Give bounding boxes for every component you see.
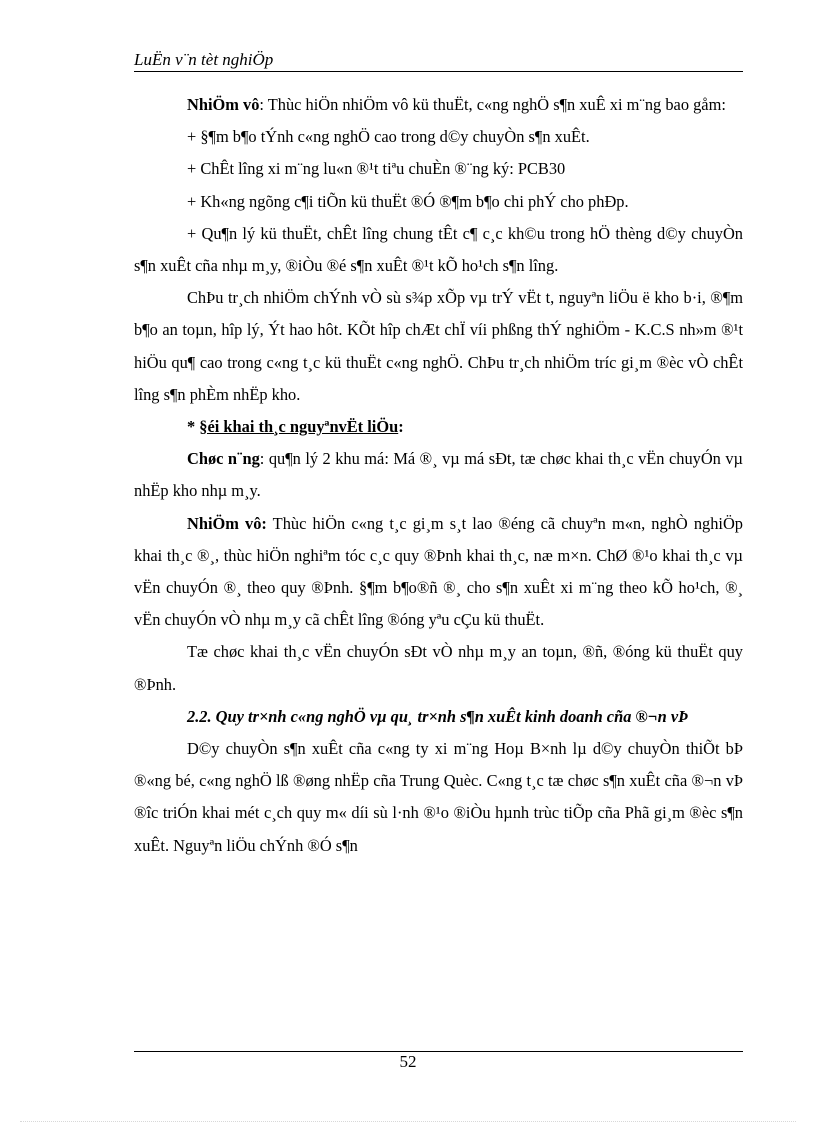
- bullet-item: + Qu¶n lý kü thuËt, chÊt lîng chung tÊt c¶ c¸c kh©u trong hÖ thèng d©y chuyÒn s¶n xuÊt cña nhµ m¸y, ®iÒu ®é s¶n xuÊt ®¹t kÕ ho¹ch s¶n lîng.: [134, 223, 743, 276]
- page-edge-marker: [20, 1121, 796, 1122]
- document-body: [134, 89, 743, 862]
- paragraph-duties: [134, 89, 743, 121]
- duties-label: NhiÖm vô: [187, 95, 260, 114]
- header-divider: [134, 71, 743, 72]
- duties-text: : Thùc hiÖn nhiÖm vô kü thuËt, c«ng nghÖ s¶n xuÊ xi m¨ng bao gåm:: [259, 95, 726, 114]
- section-suffix: :: [398, 417, 404, 437]
- bullet-item: + Kh«ng ngõng c¶i tiÕn kü thuËt ®Ó ®¶m b¶o chi phÝ cho phÐp.: [187, 191, 629, 211]
- paragraph-production-line: D©y chuyÒn s¶n xuÊt cña c«ng ty xi m¨ng Hoµ B×nh lµ d©y chuyÒn thiÕt bÞ ®«ng bé, c«ng nghÖ lß ®øng nhËp cña Trung Quèc. C«ng t¸c tæ chøc s¶n xuÊt cña ®¬n vÞ ®îc triÓn khai mét c¸ch quy m« díi sù l·nh ®¹o ®iÒu hµnh trùc tiÕp cña Phã gi¸m ®èc s¶n xuÊt. Nguyªn liÖu chÝnh ®Ó s¶n: [134, 739, 743, 855]
- function-text: : qu¶n lý 2 khu má: Má ®¸ vµ má sÐt, tæ chøc khai th¸c vËn chuyÓn vµ nhËp kho nhµ m¸y.: [134, 449, 743, 501]
- function-label: Chøc n¨ng: [187, 449, 260, 469]
- section-title-text: §éi khai th¸c nguyªnvËt liÖu: [199, 417, 399, 437]
- page-header-title: LuËn v¨n tèt nghiÖp: [134, 50, 274, 69]
- paragraph-mining-duties: [134, 508, 743, 637]
- page-number: 52: [399, 1052, 417, 1071]
- mining-duties-label: NhiÖm vô:: [187, 513, 267, 533]
- paragraph-responsibility: ChÞu tr¸ch nhiÖm chÝnh vÒ sù s¾p xÕp vµ trÝ vËt t, nguyªn liÖu ë kho b·i, ®¶m b¶o an toµn, hîp lý, Ýt hao hôt. KÕt hîp chÆt chÏ víi phßng thÝ nghiÖm - K.C.S nh»m ®¹t hiÖu qu¶ cao trong c«ng t¸c kü thuËt c«ng nghÖ. ChÞu tr¸ch nhiÖm tríc gi¸m ®èc vÒ chÊt lîng s¶n phÈm nhËp kho.: [134, 288, 743, 404]
- mining-duties-text: Thùc hiÖn c«ng t¸c gi¸m s¸t lao ®éng cã chuyªn m«n, nghÒ nghiÖp khai th¸c ®¸, thùc hiÖn nghiªm tóc c¸c quy ®Þnh khai th¸c, næ m×n. ChØ ®¹o khai th¸c vµ vËn chuyÓn ®¸ theo quy ®Þnh. §¶m b¶o®ñ ®¸ cho s¶n xuÊt xi m¨ng theo kÕ ho¹ch, ®¸ vËn chuyÓn vÒ nhµ m¸y cã chÊt lîng ®óng yªu cÇu kü thuËt.: [134, 513, 744, 630]
- paragraph-function: [134, 443, 743, 507]
- section-prefix: *: [187, 417, 200, 437]
- bullet-item: + §¶m b¶o tÝnh c«ng nghÖ cao trong d©y chuyÒn s¶n xuÊt.: [187, 127, 590, 147]
- bullet-item: + ChÊt lîng xi m¨ng lu«n ®¹t tiªu chuÈn ®¨ng ký: PCB30: [187, 159, 566, 179]
- section-title-mining-team: [134, 411, 743, 443]
- section-heading-2-2: 2.2. Quy tr×nh c«ng nghÖ vµ qu¸ tr×nh s¶n xuÊt kinh doanh cña ®¬n vÞ: [187, 706, 689, 726]
- paragraph-clay-transport: Tæ chøc khai th¸c vËn chuyÓn sÐt vÒ nhµ m¸y an toµn, ®ñ, ®óng kü thuËt quy ®Þnh.: [134, 642, 743, 694]
